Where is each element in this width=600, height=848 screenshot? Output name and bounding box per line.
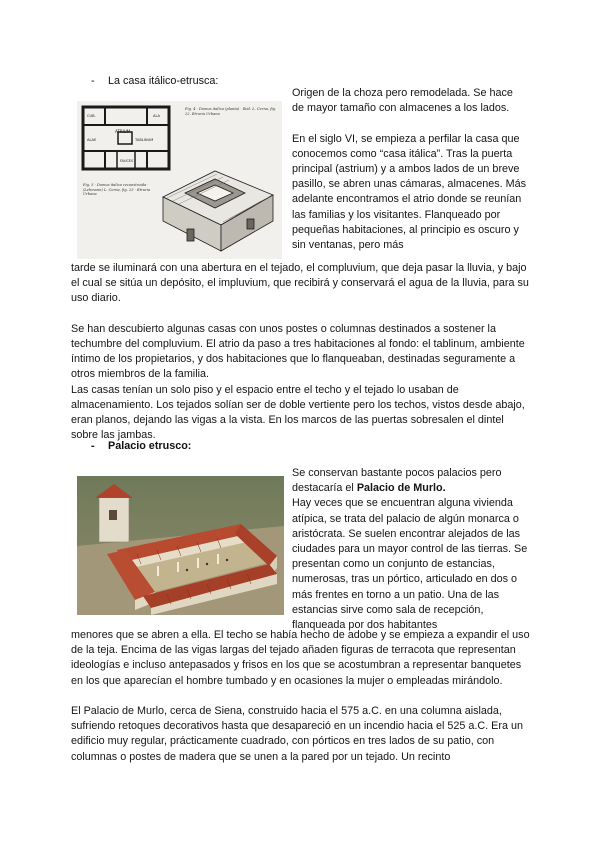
intro-text: Se conservan bastante pocos palacios pero destacaría el: [292, 467, 502, 495]
figure-caption-top: Fig. 4 · Domus italica (planta) · Ibid. L. Cerna, fig. 22, Etruria Urbana: [185, 107, 277, 116]
plan-label-ala: ALA: [153, 114, 161, 118]
plan-label-tablinum: TABLINUM: [135, 138, 154, 142]
paragraph-posts: Se han descubierto algunas casas con unos postes o columnas destinados a sostener la techumbre del compluvium. El atrio da paso a tres habitaciones al fondo: el tablinum, ambiente íntimo de los propietarios, y dos habitaciones que lo flanqueaban, destinadas seguramente a otros miembros de la familia.: [71, 322, 525, 381]
bullet-dash: -: [91, 440, 95, 452]
plan-label-fauces: FAUCES: [120, 159, 134, 163]
etruscan-house-figure: [77, 101, 282, 259]
plan-label-atrium: ATRIUM: [115, 129, 131, 134]
paragraph-origin: Origen de la choza pero remodelada. Se hace de mayor tamaño con almacenes a los lados.: [292, 87, 513, 115]
full-text-block-1: [71, 261, 531, 443]
heading-text: La casa itálico-etrusca:: [108, 75, 219, 87]
side-text-block-1: [292, 86, 527, 253]
full-text-block-2: [71, 628, 531, 765]
heading-text: Palacio etrusco:: [108, 440, 192, 452]
bullet-dash: -: [91, 75, 95, 87]
paragraph-atypical: Hay veces que se encuentran alguna vivienda atípica, se trata del palacio de algún monarca o aristócrata. Se suelen encontrar alejados de las ciudades para un mayor control de las tierras. Se presentan como un conjunto de estancias, numerosas, tras un pórtico, articulado en dos o más frentes en torno a un patio. Una de las estancias sirve como sala de recepción, flanqueada por dos habitantes: [292, 497, 528, 632]
paragraph-roof-tiles: menores que se abren a ella. El techo se había hecho de adobe y se empieza a expandir el uso de la teja. Encima de las vigas largas del tejado añaden figuras de terracota que representan ideologías e incluso antepasados y frisos en los que se acostumbran a representar banquetes en los que aparecían el hombre tumbado y en ocasiones la mujer o empleadas mirándolo.: [71, 629, 530, 687]
plan-label-cubiculum: CUB.: [87, 114, 96, 118]
paragraph-intro: [292, 466, 528, 496]
paragraph-murlo: El Palacio de Murlo, cerca de Siena, construido hacia el 575 a.C. en una columna aislada, sufriendo retoques decorativos hasta que desapareció en un incendio hacia el 525 a.C. Era un edificio muy regular, prácticamente cuadrado, con pórticos en tres lados de su patio, con columnas o postes de madera que se unen a la pared por un tejado. Un recinto: [71, 705, 523, 763]
figure-caption-bottom: Fig. 5 · Domus italica reconstruida · (Lehmann) L. Cerna, fig. 23 · Etruria Urbana: [83, 183, 151, 197]
murlo-palace-drawing: [77, 476, 284, 615]
plan-label-alae: ALAE: [87, 138, 97, 142]
paragraph-compluvium: tarde se iluminará con una abertura en el tejado, el compluvium, que deja pasar la lluvia, y bajo el cual se sitúa un depósito, el impluvium, que recibirá y conservará el agua de la lluvia, para su uso diario.: [71, 262, 529, 305]
paragraph-casa-italica: En el siglo VI, se empieza a perfilar la casa que conocemos como “casa itálica”. Tras la puerta principal (astrium) y a ambos lados de un breve pasillo, se abren unas cámaras, almacenes. Más adelante encontramos el atrio donde se reunían las familias y los visitantes. Flanqueado por pequeñas habitaciones, al principio es oscuro y sin ventanas, pero más: [292, 132, 527, 252]
house-plan-drawing: [77, 101, 282, 259]
paragraph-roofs: Las casas tenían un solo piso y el espacio entre el techo y el tejado lo usaban de almacenamiento. Los tejados solían ser de doble vertiente pero los techos, vistos desde abajo, eran planos, dejando las vigas a la vista. En los marcos de las puertas sobresalen el dintel sobre las jambas.: [71, 383, 525, 442]
side-text-block-2: [292, 466, 528, 633]
palacio-de-murlo-bold: Palacio de Murlo.: [356, 482, 446, 495]
murlo-palace-model-image: [77, 476, 284, 615]
